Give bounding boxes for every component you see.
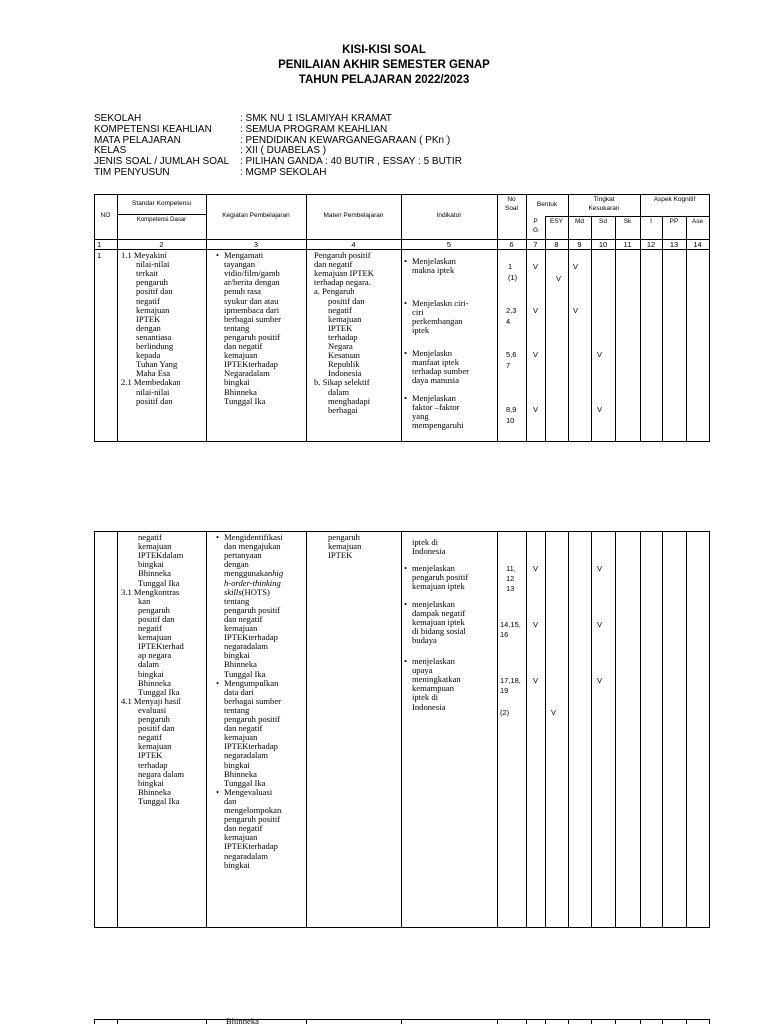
table-rule <box>591 1019 592 1024</box>
table-rule <box>94 1019 95 1024</box>
table-border <box>94 194 95 442</box>
kd-text: 2.1 Membedakan <box>121 377 181 388</box>
info-key: KOMPETENSI KEAHLIAN <box>94 123 212 135</box>
table-rule <box>306 194 307 442</box>
indikator-text: pengaruh positif <box>412 572 469 583</box>
check-mark: V <box>597 405 603 414</box>
indikator-text: • menjelaskan <box>412 600 455 609</box>
materi-text: Republik <box>328 359 360 370</box>
col-number: 9 <box>577 240 582 249</box>
check-mark: V <box>551 708 557 717</box>
info-value: : MGMP SEKOLAH <box>240 166 327 178</box>
kd-text: positif dan <box>136 286 173 297</box>
indikator-text: upaya <box>412 665 433 676</box>
no-soal-text: 7 <box>506 361 511 370</box>
kegiatan-text: berbagai sumber <box>224 313 282 324</box>
no-soal-text: 8,9 <box>506 405 517 414</box>
kegiatan-text: IPTEKterhadap <box>224 741 278 752</box>
info-value: : PENDIDIKAN KEWARGANEGARAAN ( PKn ) <box>240 134 451 146</box>
kegiatan-text: data dari <box>224 686 254 697</box>
table-rule <box>497 1019 498 1024</box>
table-border <box>94 1019 710 1020</box>
info-key: MATA PELAJARAN <box>94 134 181 146</box>
col-header-pg: P <box>533 218 538 225</box>
materi-text: Kesatuan <box>328 350 360 361</box>
materi-text: IPTEK <box>328 550 353 561</box>
no-soal-text: 19 <box>500 686 509 695</box>
table-rule <box>709 531 710 928</box>
kegiatan-text: • Mengevaluasi <box>224 788 272 797</box>
kd-text: negatif <box>138 532 162 542</box>
table-rule <box>206 531 207 928</box>
materi-text: pengaruh <box>328 532 360 542</box>
kegiatan-text: pengaruh positif <box>224 814 281 825</box>
table-rule <box>117 214 206 215</box>
kegiatan-text: pengaruh positif <box>224 714 281 724</box>
table-rule <box>591 531 592 928</box>
check-mark: V <box>597 620 603 629</box>
kegiatan-text: IPTEKterhadap <box>224 841 278 852</box>
kegiatan-text: tayangan <box>224 259 256 270</box>
check-mark: V <box>573 262 579 271</box>
kd-text: IPTEKdalam <box>138 550 184 561</box>
materi-text: terhadap <box>328 331 358 342</box>
table-border <box>94 531 710 532</box>
table-border <box>94 194 710 195</box>
kd-text: kemajuan <box>136 304 170 315</box>
col-number: 2 <box>159 240 164 249</box>
col-number: 1 <box>97 240 102 249</box>
kd-text: 1.1 Meyakini <box>121 250 167 260</box>
kegiatan-text: Bhinneka <box>224 386 257 397</box>
kegiatan-text: Bhinneka <box>224 768 257 779</box>
table-rule <box>591 216 592 442</box>
table-rule <box>662 216 663 442</box>
info-key: SEKOLAH <box>94 113 142 124</box>
col-header-pp: PP <box>669 218 679 225</box>
kd-text: positif dan <box>138 613 175 624</box>
table-rule <box>94 249 710 250</box>
kd-text: evaluasi <box>138 704 167 715</box>
kd-text: Tunggal Ika <box>138 686 180 697</box>
col-header-bentuk: Bentuk <box>536 201 558 208</box>
kegiatan-text: h-order-thinking <box>224 577 281 588</box>
kegiatan-text: kemajuan <box>224 350 258 361</box>
kd-text: nilai-nilai <box>136 259 170 270</box>
kd-text: pengaruh <box>138 604 170 615</box>
info-value: : XII ( DUABELAS ) <box>240 145 327 157</box>
kegiatan-text: Tunggal Ika <box>224 668 266 679</box>
check-mark: V <box>533 262 539 271</box>
col-number: 6 <box>509 240 514 249</box>
kd-text: nilai-nilai <box>136 386 170 397</box>
col-number: 3 <box>253 240 259 249</box>
col-header-md: Md <box>574 218 585 225</box>
materi-text: dan negatif <box>314 259 353 270</box>
kegiatan-text: dan negatif <box>224 723 263 734</box>
no-soal-text: 11, <box>506 564 516 573</box>
indikator-text: • menjelaskan <box>412 657 455 666</box>
kd-text: Bhinneka <box>138 786 171 797</box>
kegiatan-text: mengelompokan <box>224 805 282 815</box>
info-block <box>94 114 462 179</box>
kd-text: positif dan <box>138 723 175 734</box>
col-header-sk: Standar Kompetensi <box>132 200 191 207</box>
table-rule <box>686 216 687 442</box>
table-border <box>94 927 710 928</box>
indikator-text: yang <box>412 411 429 422</box>
kegiatan-text: tentang <box>224 704 250 715</box>
kd-text: negatif <box>138 732 162 743</box>
kd-text: kan <box>138 595 151 606</box>
table-rule <box>306 1019 307 1024</box>
col-header-no: NO <box>100 212 111 219</box>
document-title: KISI-KISI SOAL <box>342 44 426 56</box>
no-soal-text: (1) <box>508 273 518 282</box>
materi-text: Negara <box>328 341 353 351</box>
table-rule <box>615 216 616 442</box>
materi-text: Pengaruh positif <box>314 250 371 260</box>
materi-text: Indonesia <box>328 368 362 379</box>
table-border <box>94 441 710 442</box>
kd-text: Bhinneka <box>138 568 171 579</box>
kegiatan-text: tentang <box>224 322 250 333</box>
indikator-text: perkembangan <box>412 316 463 327</box>
table-rule <box>94 531 95 928</box>
table-rule <box>306 531 307 928</box>
check-mark: V <box>597 350 603 359</box>
col-header-indikator: Indikator <box>436 212 462 219</box>
kegiatan-text: dan mengajukan <box>224 541 281 552</box>
indikator-text: dampak negatif <box>412 608 466 619</box>
kd-text: kemajuan <box>138 741 172 752</box>
kegiatan-text: • Mengamati <box>224 251 263 260</box>
no-soal-text: 1 <box>508 262 513 271</box>
kd-text: berlindung <box>136 341 174 351</box>
col-header-sk-level: Sk <box>623 218 632 225</box>
materi-text: b. Sikap selektif <box>314 377 370 388</box>
table-rule <box>615 531 616 928</box>
info-row-tim <box>94 168 462 179</box>
table-rule <box>640 531 641 928</box>
kd-text: pengaruh <box>138 714 170 724</box>
table-rule <box>640 194 641 442</box>
kegiatan-text: kemajuan <box>224 832 258 843</box>
info-row-kompetensi <box>94 125 462 136</box>
table-rule <box>545 531 546 928</box>
indikator-text: • Menjelaskn <box>412 349 452 358</box>
indikator-text: • Menjelaskn ciri- <box>412 299 469 308</box>
kegiatan-text: Bhinneka <box>226 1016 259 1026</box>
indikator-text: Indonesia <box>412 546 446 557</box>
materi-text: dalam <box>328 386 349 397</box>
kd-text: 3.1 Mengkontras <box>121 586 180 597</box>
indikator-text: mempengaruhi <box>412 420 464 431</box>
kegiatan-text: syukur dan atau <box>224 295 279 306</box>
check-mark: V <box>533 564 539 573</box>
kd-text: IPTEK <box>138 750 163 761</box>
kd-text: terkait <box>136 268 158 279</box>
materi-text: positif dan <box>328 295 365 306</box>
kegiatan-text: kemajuan <box>224 732 258 743</box>
col-header-aspek: Aspek Kognitif <box>653 196 696 203</box>
col-header-kesukaran: Kesukaran <box>588 205 620 212</box>
kegiatan-text: dan negatif <box>224 823 263 834</box>
kegiatan-text: pengaruh positif <box>224 604 281 615</box>
check-mark: V <box>597 676 603 685</box>
kd-text: Tunggal Ika <box>138 577 180 588</box>
table-rule <box>401 531 402 928</box>
info-value: : SMK NU 1 ISLAMIYAH KRAMAT <box>240 113 392 124</box>
document-year: TAHUN PELAJARAN 2022/2023 <box>298 74 470 86</box>
no-soal-text: 13 <box>506 584 515 593</box>
indikator-text: manfaat iptek <box>412 357 460 368</box>
col-number: 7 <box>533 240 538 249</box>
kd-text: senantiasa <box>136 331 172 342</box>
kd-text: Maha Esa <box>136 368 171 379</box>
table-rule <box>686 531 687 928</box>
check-mark: V <box>533 350 539 359</box>
indikator-text: faktor –faktor <box>412 402 460 413</box>
kd-text: Bhinneka <box>138 677 171 688</box>
col-header-esy: ESY <box>549 218 563 225</box>
table-border <box>709 194 710 442</box>
check-mark: V <box>597 564 603 573</box>
indikator-text: kemajuan iptek <box>412 617 465 628</box>
table-rule <box>206 194 207 442</box>
kegiatan-text: IPTEKterhadap <box>224 632 278 643</box>
kd-text: Tunggal Ika <box>138 795 180 806</box>
info-key: TIM PENYUSUN <box>94 166 170 178</box>
kd-text: IPTEKterhad <box>138 641 184 652</box>
materi-text: berbagai <box>328 404 358 415</box>
kegiatan-text: ipmembaca dari <box>224 304 280 315</box>
info-key: KELAS <box>94 145 127 157</box>
table-rule <box>117 531 118 928</box>
indikator-text: • menjelaskan <box>412 564 455 573</box>
kegiatan-text: pertanyaan <box>224 550 262 561</box>
kegiatan-text: Tunggal Ika <box>224 777 266 788</box>
col-number: 4 <box>351 240 356 249</box>
kegiatan-text: pengaruh positif <box>224 331 281 342</box>
check-mark: V <box>556 274 562 283</box>
materi-text: menghadapi <box>328 395 370 406</box>
kegiatan-text: • Mengidentifikasi <box>224 533 283 542</box>
no-soal-text: 12 <box>506 574 515 583</box>
indikator-text: iptek di <box>412 537 439 547</box>
kegiatan-text: menggunakanhig <box>224 568 284 579</box>
col-number: 14 <box>693 240 702 249</box>
indikator-text: iptek di <box>412 692 439 703</box>
info-value: : SEMUA PROGRAM KEAHLIAN <box>240 123 388 135</box>
col-number: 13 <box>669 240 679 249</box>
no-soal-text: 14,15, <box>500 620 521 629</box>
table-rule <box>497 531 498 928</box>
kd-text: negatif <box>138 623 162 633</box>
col-header-sd: Sd <box>599 218 607 225</box>
kd-text: bingkai <box>138 777 164 788</box>
table-rule <box>709 1019 710 1024</box>
kd-text: bingkai <box>138 559 164 570</box>
table-rule <box>615 1019 616 1024</box>
kegiatan-text: berbagai sumber <box>224 695 282 706</box>
kegiatan-text: Tunggal Ika <box>224 395 266 406</box>
col-header-no-soal: No <box>507 196 516 203</box>
kegiatan-text: negaradalam <box>224 750 268 761</box>
kegiatan-text: ar/berita dengan <box>224 277 280 288</box>
materi-text: kemajuan <box>328 541 362 552</box>
kegiatan-text: bingkai <box>224 377 250 388</box>
check-mark: V <box>533 306 539 315</box>
kd-text: 4.1 Menyaji hasil <box>121 695 181 706</box>
kd-text: kepada <box>136 350 161 361</box>
kegiatan-text: kemajuan <box>224 623 258 633</box>
indikator-text: • Menjelaskan <box>412 257 456 266</box>
table-rule <box>545 1019 546 1024</box>
kegiatan-text: bingkai <box>224 759 250 770</box>
kd-text: ap negara <box>138 650 172 661</box>
table-rule <box>117 1019 118 1024</box>
indikator-text: Indonesia <box>412 701 446 712</box>
no-soal-text: 16 <box>500 630 509 639</box>
col-header-ase: Ase <box>691 218 704 225</box>
materi-text: a. Pengaruh <box>314 286 355 297</box>
kegiatan-text: penuh rasa <box>224 286 261 297</box>
check-mark: V <box>573 306 579 315</box>
table-rule <box>497 194 498 442</box>
indikator-text: di bidang sosial <box>412 626 466 637</box>
kd-text: kemajuan <box>138 541 172 552</box>
kegiatan-text: Negaradalam <box>224 368 270 379</box>
col-header-no-soal-2: Soal <box>504 205 518 212</box>
indikator-text: ciri <box>412 307 424 318</box>
table-rule <box>686 1019 687 1024</box>
kegiatan-text: negaradalam <box>224 850 268 861</box>
col-header-tingkat: Tingkat <box>593 196 615 203</box>
table-rule <box>401 194 402 442</box>
indikator-text: budaya <box>412 635 437 646</box>
kegiatan-text: • Mengumpulkan <box>224 679 278 688</box>
kegiatan-text: Bhinneka <box>224 659 257 670</box>
kd-text: negatif <box>136 295 160 306</box>
no-soal-text: (2) <box>500 708 510 717</box>
no-soal-text: 17,18, <box>500 676 521 685</box>
table-rule <box>568 531 569 928</box>
col-header-materi: Materi Pembelajaran <box>323 212 384 219</box>
col-header-i: I <box>650 218 652 225</box>
indikator-text: meningkatkan <box>412 674 461 685</box>
kd-text: kemajuan <box>138 632 172 643</box>
materi-text: IPTEK <box>328 322 353 333</box>
col-number: 8 <box>554 240 559 249</box>
table-rule <box>526 531 527 928</box>
kd-text: positif dan <box>136 395 173 406</box>
no-soal-text: 10 <box>506 416 515 425</box>
check-mark: V <box>533 405 539 414</box>
table-rule <box>640 1019 641 1024</box>
check-mark: V <box>533 676 539 685</box>
table-rule <box>401 1019 402 1024</box>
col-number: 10 <box>598 240 608 249</box>
kegiatan-text: vidio/film/gamb <box>224 268 280 279</box>
no-soal-text: 2,3 <box>506 306 517 315</box>
kegiatan-text: dan <box>224 795 237 806</box>
indikator-text: daya manusia <box>412 375 460 386</box>
no-soal-text: 5,6 <box>506 350 517 359</box>
indikator-text: kemajuan iptek <box>412 581 465 592</box>
kd-text: IPTEK <box>136 313 161 324</box>
kegiatan-text: IPTEKterhadap <box>224 359 278 370</box>
table-rule <box>206 1019 207 1024</box>
indikator-text: • Menjelaskan <box>412 394 456 403</box>
kegiatan-text: bingkai <box>224 859 250 870</box>
materi-text: kemajuan <box>328 313 362 324</box>
kd-text: bingkai <box>138 668 164 679</box>
table-rule <box>117 194 118 442</box>
table-rule <box>526 1019 527 1024</box>
materi-text: kemajuan IPTEK <box>314 268 374 279</box>
kd-text: negara dalam <box>138 768 185 779</box>
kd-text: dalam <box>138 659 159 670</box>
kegiatan-text: tentang <box>224 595 250 606</box>
table-rule <box>568 1019 569 1024</box>
check-mark: V <box>533 620 539 629</box>
materi-text: terhadap negara. <box>314 277 371 288</box>
indikator-text: makna iptek <box>412 265 455 276</box>
info-value: : PILIHAN GANDA : 40 BUTIR , ESSAY : 5 BUTIR <box>240 156 462 168</box>
kegiatan-text: dengan <box>224 559 249 570</box>
col-number: 12 <box>646 240 656 249</box>
table-rule <box>568 194 569 442</box>
table-rule <box>662 1019 663 1024</box>
info-key: JENIS SOAL / JUMLAH SOAL <box>94 156 230 168</box>
indikator-text: kemampuan <box>412 683 454 694</box>
kegiatan-text: negaradalam <box>224 641 268 652</box>
document-subtitle: PENILAIAN AKHIR SEMESTER GENAP <box>278 59 490 71</box>
col-number: 5 <box>446 240 452 249</box>
kegiatan-text: dan negatif <box>224 341 263 351</box>
col-header-kd: Kompetensi Dasar <box>136 217 187 223</box>
kegiatan-text: dan negatif <box>224 613 263 624</box>
indikator-text: terhadap sumber <box>412 366 470 377</box>
kd-text: terhadap <box>138 759 168 770</box>
kd-text: Tuhan Yang <box>136 359 178 370</box>
col-header-kegiatan: Kegiatan Pembelajaran <box>222 212 290 219</box>
kegiatan-text: bingkai <box>224 650 250 661</box>
row-number: 1 <box>97 251 102 260</box>
table-rule <box>662 531 663 928</box>
col-header-pg-2: G <box>532 227 539 234</box>
col-number: 11 <box>623 240 632 249</box>
indikator-text: iptek <box>412 325 430 336</box>
table-rule <box>545 216 546 442</box>
kegiatan-text: skills(HOTS) <box>224 586 270 597</box>
materi-text: negatif <box>328 304 352 315</box>
no-soal-text: 4 <box>506 317 511 326</box>
kd-text: pengaruh <box>136 277 168 288</box>
kd-text: dengan <box>136 322 161 333</box>
